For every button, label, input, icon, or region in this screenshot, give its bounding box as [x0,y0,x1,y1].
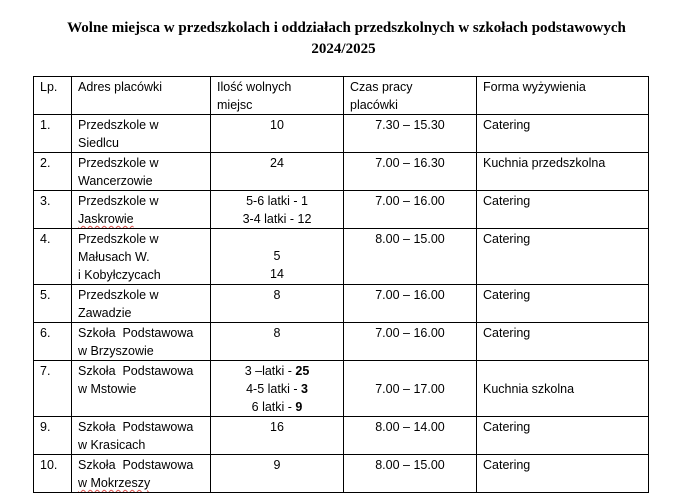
table-row [34,455,649,493]
cell-places: 8 [211,285,344,323]
table-row [34,115,649,153]
cell-food: Catering [477,417,649,455]
spellcheck-underlined-word: Jaskrowie [78,212,134,226]
table-header-row [34,77,649,115]
cell-hours: 7.00 – 16.00 [344,323,477,361]
cell-places: 10 [211,115,344,153]
cell-address: Przedszkole w Siedlcu [72,115,211,153]
cell-address: Szkoła Podstawowa w Krasicach [72,417,211,455]
cell-food: Kuchnia szkolna [477,361,649,417]
table-row [34,417,649,455]
header-lp: Lp. [34,77,72,115]
cell-hours: 7.30 – 15.30 [344,115,477,153]
cell-address: Szkoła Podstawowa w Brzyszowie [72,323,211,361]
cell-address: Przedszkole w Zawadzie [72,285,211,323]
cell-address: Szkoła Podstawowa w Mstowie [72,361,211,417]
cell-address: Przedszkole w Jaskrowie [72,191,211,229]
cell-food: Catering [477,285,649,323]
cell-hours: 7.00 – 16.00 [344,191,477,229]
cell-lp: 1. [34,115,72,153]
cell-address: Przedszkole w Wancerzowie [72,153,211,191]
cell-places: 3 –latki - 25 4-5 latki - 3 6 latki - 9 [211,361,344,417]
cell-lp: 2. [34,153,72,191]
cell-address: Przedszkole w Małusach W. i Kobyłczycach [72,229,211,285]
title-line-1: Wolne miejsca w przedszkolach i oddziałach przedszkolnych w szkołach podstawowych [67,20,626,36]
cell-lp: 4. [34,229,72,285]
cell-food: Catering [477,115,649,153]
cell-hours: 7.00 – 16.30 [344,153,477,191]
table-row [34,361,649,417]
cell-lp: 7. [34,361,72,417]
cell-places: 16 [211,417,344,455]
cell-lp: 3. [34,191,72,229]
header-food: Forma wyżywienia [477,77,649,115]
table-row [34,285,649,323]
spellcheck-underlined-word: w Mokrzeszy [78,476,151,490]
cell-hours: 8.00 – 15.00 [344,229,477,285]
cell-lp: 6. [34,323,72,361]
header-places: Ilość wolnych miejsc [211,77,344,115]
header-address: Adres placówki [72,77,211,115]
cell-food: Kuchnia przedszkolna [477,153,649,191]
document-title [0,18,687,60]
cell-places: 24 [211,153,344,191]
cell-lp: 10. [34,455,72,493]
cell-food: Catering [477,455,649,493]
cell-hours: 7.00 – 17.00 [344,361,477,417]
cell-hours: 8.00 – 14.00 [344,417,477,455]
cell-lp: 9. [34,417,72,455]
table-row [34,323,649,361]
cell-places: 5-6 latki - 1 3-4 latki - 12 [211,191,344,229]
table-row [34,191,649,229]
cell-lp: 5. [34,285,72,323]
cell-places: 8 [211,323,344,361]
vacancies-table [33,76,649,493]
table-row [34,153,649,191]
table-row [34,229,649,285]
cell-food: Catering [477,229,649,285]
cell-hours: 8.00 – 15.00 [344,455,477,493]
cell-places: 9 [211,455,344,493]
title-line-2: 2024/2025 [311,41,376,57]
cell-address: Szkoła Podstawowa w Mokrzeszy [72,455,211,493]
cell-places: 5 14 [211,229,344,285]
cell-food: Catering [477,191,649,229]
cell-hours: 7.00 – 16.00 [344,285,477,323]
cell-food: Catering [477,323,649,361]
header-hours: Czas pracy placówki [344,77,477,115]
